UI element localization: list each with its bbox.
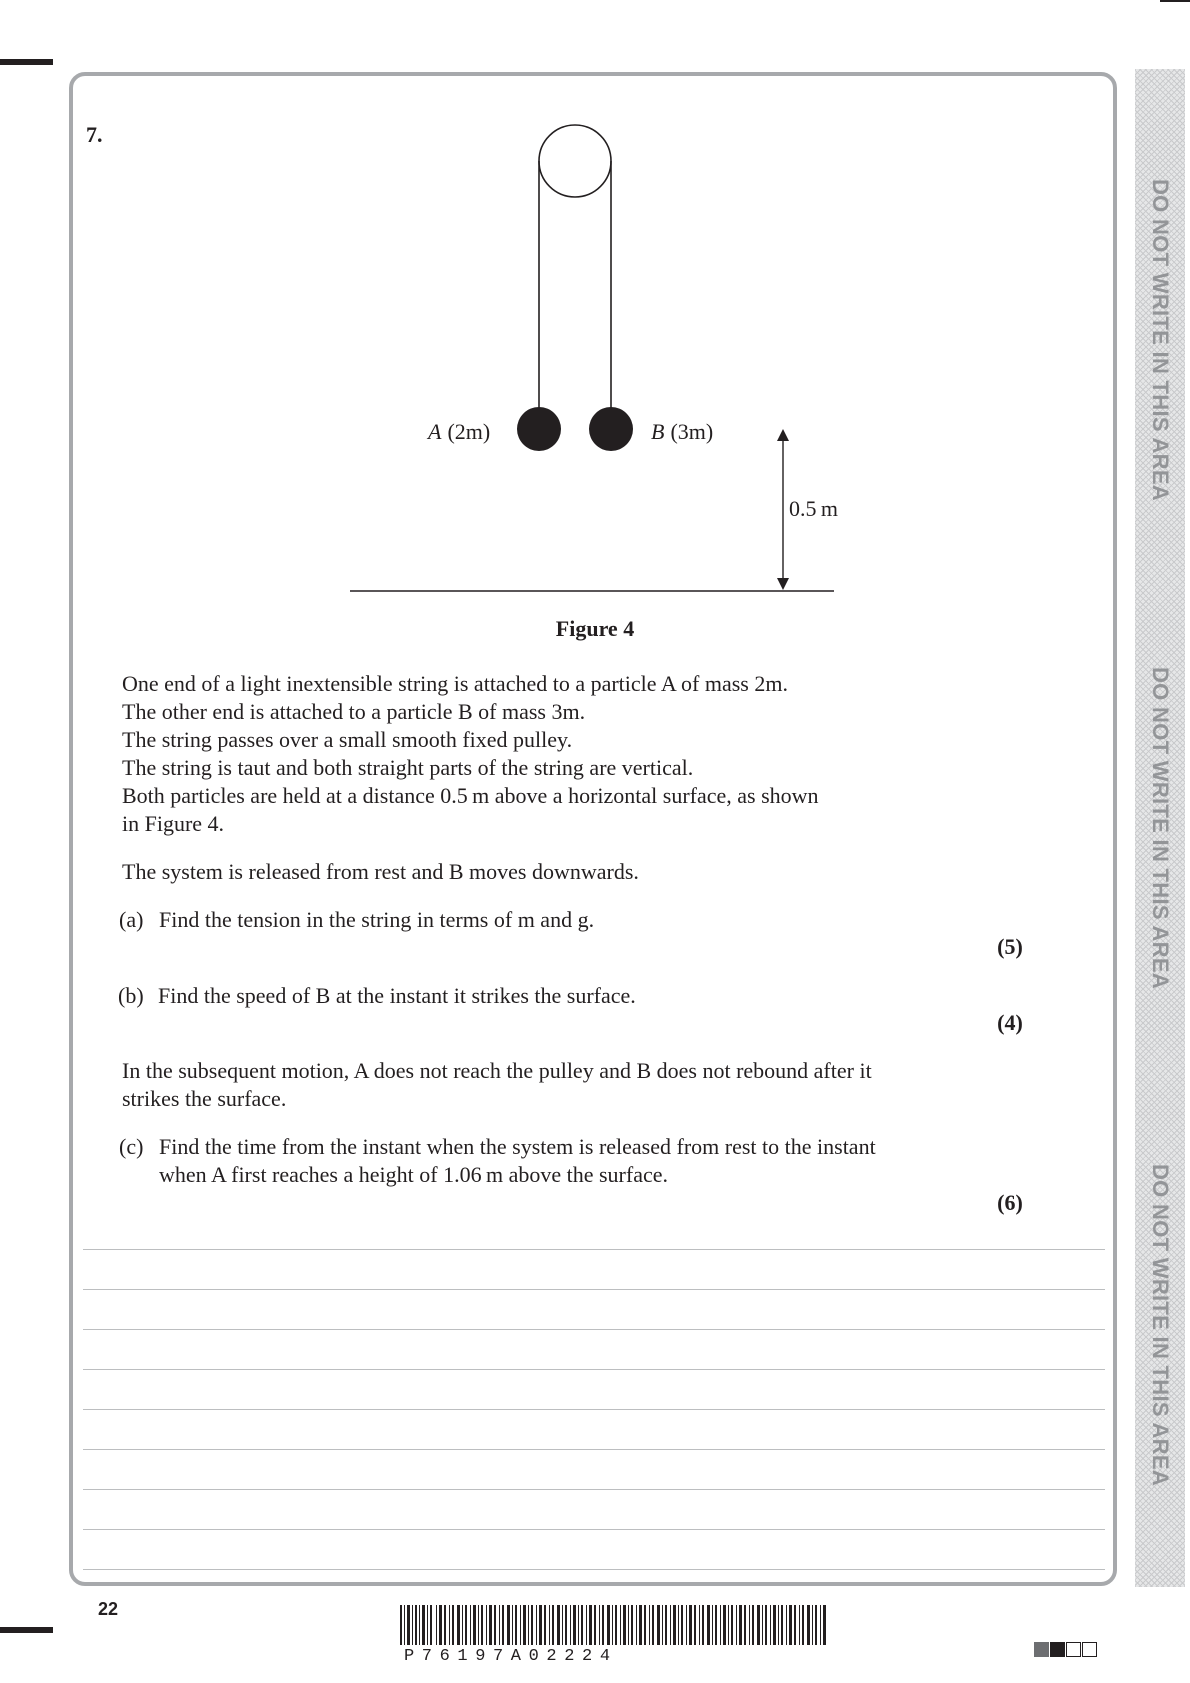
release-text: The system is released from rest and B moves downwards. bbox=[122, 859, 639, 884]
intro-line: The other end is attached to a particle B of mass 3m. bbox=[122, 699, 586, 724]
intro-line: in Figure 4. bbox=[122, 811, 225, 836]
figure-caption: Figure 4 bbox=[555, 616, 635, 641]
part-b bbox=[118, 982, 636, 1010]
answer-line[interactable] bbox=[83, 1249, 1105, 1250]
part-a-label: (a) bbox=[119, 907, 144, 932]
part-c-marks: (6) bbox=[997, 1190, 1023, 1215]
particle-b bbox=[589, 407, 633, 451]
part-c-label: (c) bbox=[119, 1134, 144, 1159]
subsequent-text bbox=[122, 1057, 872, 1113]
barcode bbox=[400, 1605, 830, 1645]
intro-line: Both particles are held at a distance 0.5 m above a horizontal surface, as shown bbox=[122, 783, 819, 808]
part-a-text: Find the tension in the string in terms of m and g. bbox=[159, 907, 595, 932]
answer-line[interactable] bbox=[83, 1569, 1105, 1570]
answer-line[interactable] bbox=[83, 1409, 1105, 1410]
intro-text bbox=[122, 670, 819, 838]
subsequent-line: strikes the surface. bbox=[122, 1086, 287, 1111]
answer-line[interactable] bbox=[83, 1449, 1105, 1450]
answer-line[interactable] bbox=[83, 1489, 1105, 1490]
corner-box-2 bbox=[1050, 1642, 1065, 1657]
part-a-marks: (5) bbox=[997, 934, 1023, 959]
label-particle-b: B (3m) bbox=[651, 419, 714, 444]
intro-line: One end of a light inextensible string is attached to a particle A of mass 2m. bbox=[122, 671, 788, 696]
answer-line[interactable] bbox=[83, 1289, 1105, 1290]
answer-line[interactable] bbox=[83, 1329, 1105, 1330]
subsequent-line: In the subsequent motion, A does not reach the pulley and B does not rebound after it bbox=[122, 1058, 872, 1083]
intro-line: The string is taut and both straight parts of the string are vertical. bbox=[122, 755, 694, 780]
figure-4-diagram bbox=[0, 0, 1190, 640]
label-particle-a: A (2m) bbox=[428, 419, 491, 444]
part-c bbox=[119, 1133, 876, 1189]
part-a bbox=[119, 906, 594, 934]
corner-box-3 bbox=[1066, 1642, 1081, 1657]
part-c-line-1: Find the time from the instant when the system is released from rest to the instant bbox=[159, 1134, 876, 1159]
barcode-text: P76197A02224 bbox=[404, 1647, 618, 1666]
answer-line[interactable] bbox=[83, 1369, 1105, 1370]
label-height: 0.5 m bbox=[789, 496, 839, 521]
margin-tick-bottom bbox=[0, 1627, 53, 1633]
corner-box-4 bbox=[1082, 1642, 1097, 1657]
pulley bbox=[539, 125, 611, 197]
height-arrow-head-down bbox=[777, 578, 789, 590]
height-arrow-head-up bbox=[777, 429, 789, 441]
part-c-line-2: when A first reaches a height of 1.06 m above the surface. bbox=[159, 1162, 669, 1187]
intro-line: The string passes over a small smooth fixed pulley. bbox=[122, 727, 573, 752]
part-b-label: (b) bbox=[118, 983, 144, 1008]
particle-a bbox=[517, 407, 561, 451]
page-number: 22 bbox=[98, 1599, 119, 1619]
corner-box-1 bbox=[1034, 1642, 1049, 1657]
part-b-marks: (4) bbox=[997, 1010, 1023, 1035]
answer-line[interactable] bbox=[83, 1529, 1105, 1530]
question-number: 7. bbox=[86, 122, 103, 147]
part-b-text: Find the speed of B at the instant it strikes the surface. bbox=[158, 983, 636, 1008]
